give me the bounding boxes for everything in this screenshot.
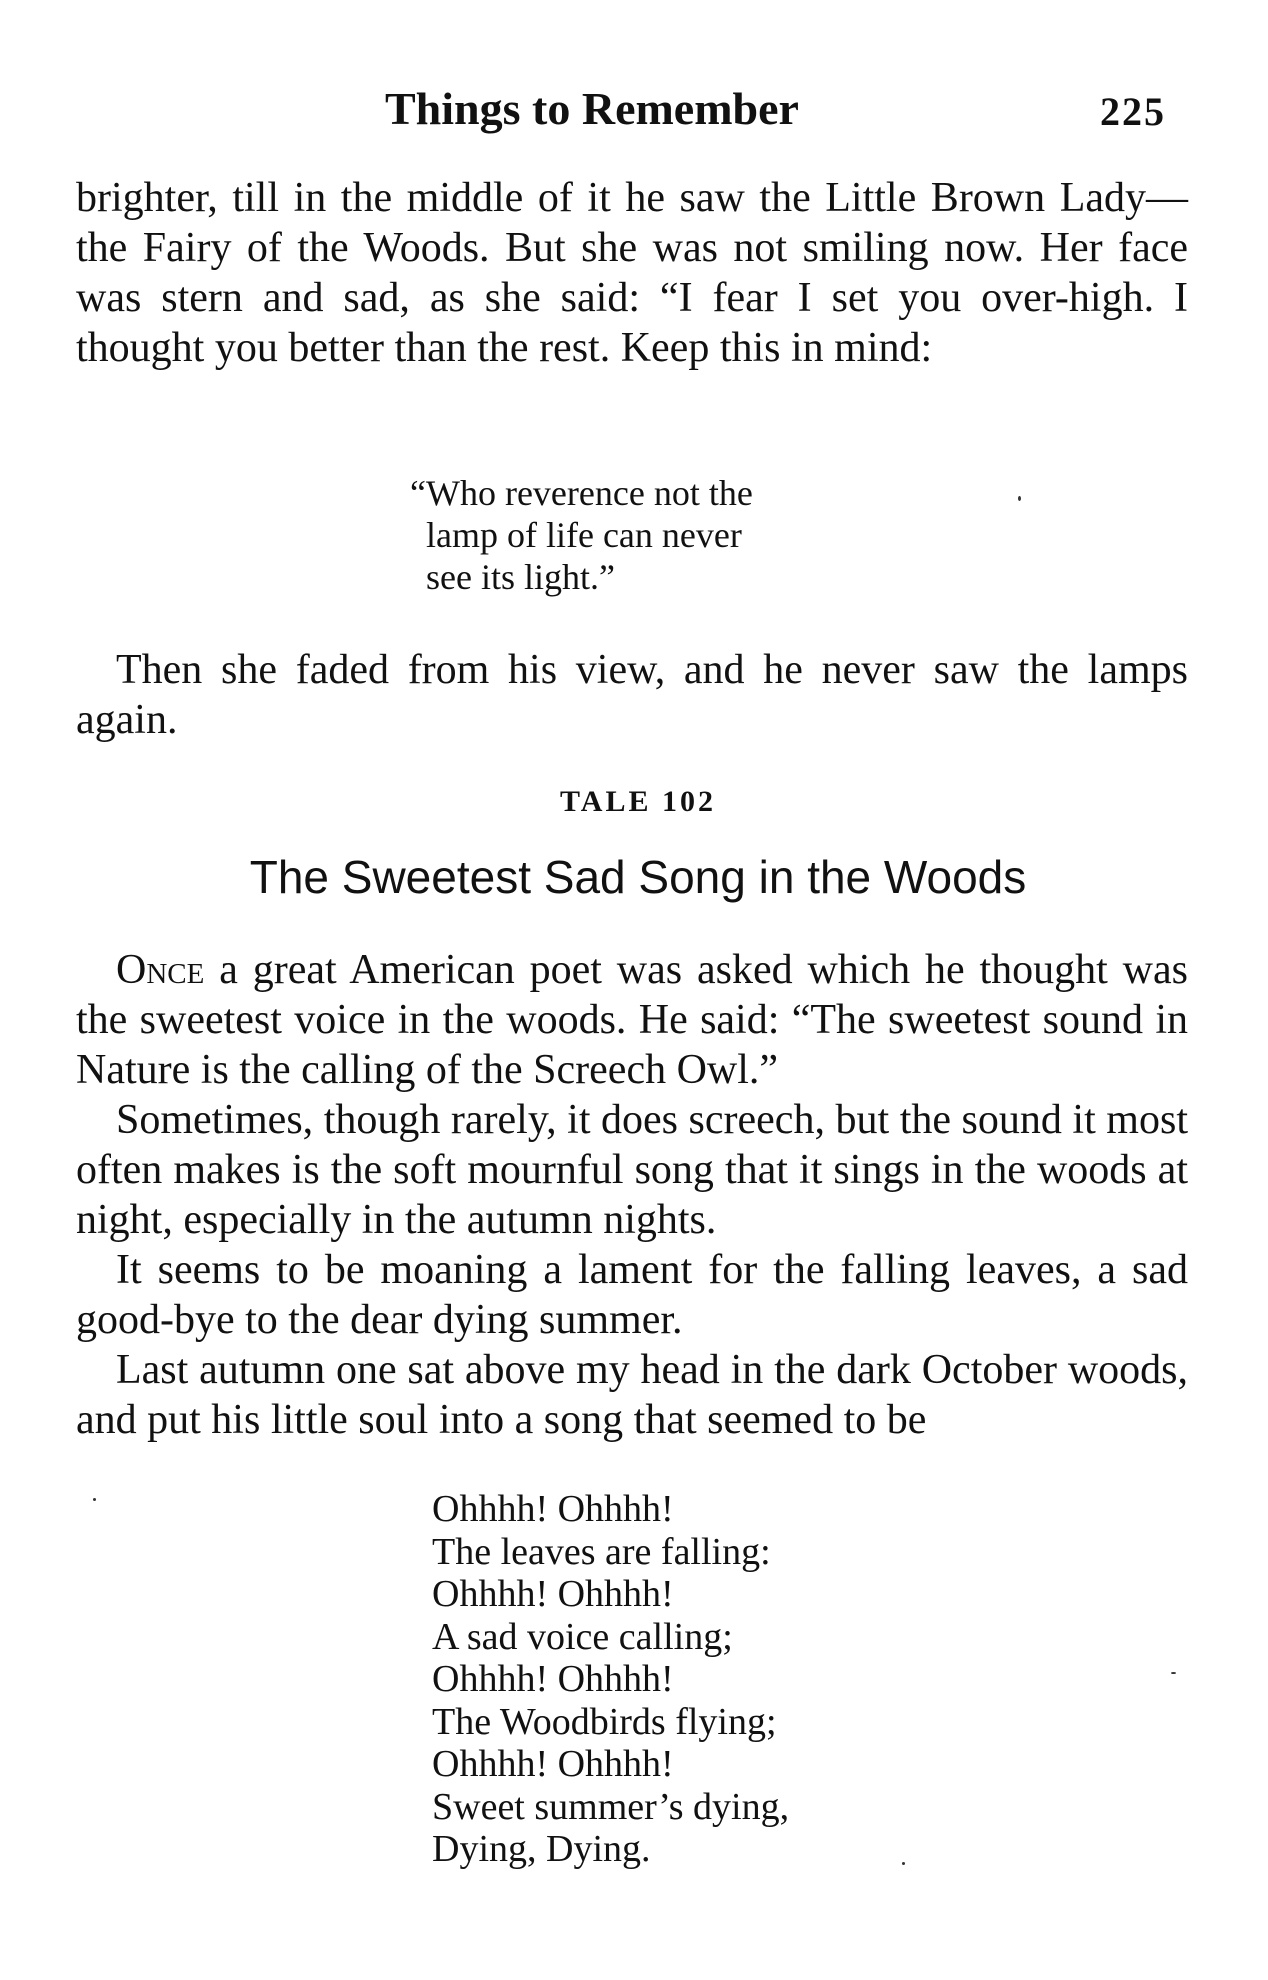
poem-line: Dying, Dying.: [432, 1828, 651, 1870]
quote-line: “Who reverence not the: [410, 473, 753, 513]
poem-line: The Woodbirds flying;: [432, 1700, 777, 1743]
running-head: [0, 82, 1268, 142]
running-title: Things to Remember: [385, 83, 799, 134]
quote-line: see its light.”: [426, 557, 615, 597]
poem-line: Ohhhh! Ohhhh!: [432, 1658, 674, 1700]
tale-body: [76, 945, 1188, 1445]
poem-line: The leaves are falling:: [432, 1530, 771, 1573]
poem-line: Ohhhh! Ohhhh!: [432, 1573, 674, 1615]
body-paragraph: Last autumn one sat above my head in the dark October woods, and put his little soul into a song that seemed to be: [76, 1347, 1188, 1443]
poem-line: A sad voice calling;: [432, 1615, 733, 1658]
page-number: 225: [1100, 89, 1166, 134]
quote-line: lamp of life can never: [426, 515, 742, 555]
owl-song-poem: [432, 1488, 952, 1871]
drop-word: Once: [116, 947, 205, 993]
print-speck: [93, 1498, 96, 1501]
tale-label: TALE 102: [560, 785, 716, 818]
poem-line: Ohhhh! Ohhhh!: [432, 1743, 674, 1785]
verse-quote: [410, 472, 890, 598]
poem-line: Sweet summer’s dying,: [432, 1785, 790, 1828]
print-speck: [1018, 496, 1021, 501]
print-speck: [1171, 1672, 1176, 1674]
body-paragraph: It seems to be moaning a lament for the falling leaves, a sad good-bye to the dear dying summer.: [76, 1247, 1188, 1343]
body-paragraph: [76, 945, 1188, 1095]
body-paragraph: Sometimes, though rarely, it does screech, but the sound it most often makes is the soft mournful song that it sings in the woods at night, especially in the autumn nights.: [76, 1097, 1188, 1243]
tale-title: The Sweetest Sad Song in the Woods: [249, 851, 1027, 903]
poem-line: Ohhhh! Ohhhh!: [432, 1488, 674, 1530]
closing-paragraph: Then she faded from his view, and he never saw the lamps again.: [76, 647, 1188, 743]
print-speck: [902, 1862, 905, 1865]
continuation-paragraph: brighter, till in the middle of it he saw the Little Brown Lady—the Fairy of the Woods. But she was not smiling now. Her face was stern and sad, as she said: “I fear I set you over-high. I thought you better than the rest. Keep this in mind:: [76, 175, 1188, 371]
body-paragraph-text: a great American poet was asked which he thought was the sweetest voice in the woods. He said: “The sweetest sound in Nature is the calling of the Screech Owl.”: [76, 947, 1188, 1093]
